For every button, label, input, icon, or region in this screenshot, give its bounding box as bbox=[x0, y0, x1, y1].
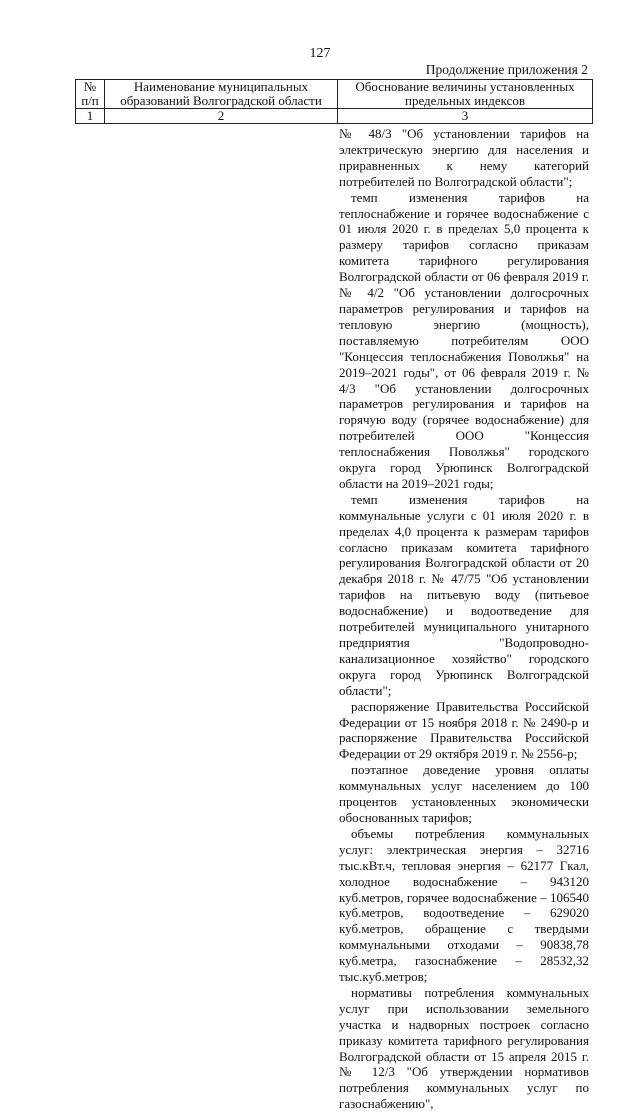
header-line: предельных индексов bbox=[405, 93, 525, 108]
table-header-row bbox=[76, 80, 593, 109]
header-line: п/п bbox=[81, 93, 99, 108]
column-header-justification bbox=[338, 80, 593, 109]
paragraph: поэтапное доведение уровня оплаты коммунальных услуг населением до 100 процентов установленных экономически обоснованных тарифов; bbox=[339, 762, 589, 825]
column-number: 3 bbox=[338, 109, 593, 124]
page-number: 127 bbox=[309, 46, 331, 61]
table-header bbox=[75, 79, 593, 124]
column-header-municipality bbox=[105, 80, 338, 109]
header-line: образований Волгоградской области bbox=[120, 93, 322, 108]
paragraph: темп изменения тарифов на теплоснабжение и горячее водоснабжение с 01 июля 2020 г. в пределах 5,0 процента к размеру тарифов согласно приказам комитета тарифного регулирования Волгоградской области от 06 февраля 2019 г. № 4/2 "Об установлении долгосрочных параметров регулирования и тарифов на тепловую энергию (мощность), поставляемую потребителям ООО "Концессия теплоснабжения Поволжья" на 2019–2021 годы", от 06 февраля 2019 г. № 4/3 "Об установлении долгосрочных параметров регулирования и тарифов на горячую воду (горячее водоснабжение) для потребителей ООО "Концессия теплоснабжения Поволжья" городского округа город Урюпинск Волгоградской области на 2019–2021 годы; bbox=[339, 189, 589, 491]
paragraph: объемы потребления коммунальных услуг: электрическая энергия – 32716 тыс.кВт.ч, тепловая энергия – 62177 Гкал, холодное водоснабжение – 943120 куб.метров, горячее водоснабжение – 106540 куб.метров, водоотведение – 629020 куб.метров, обращение с твердыми коммунальными отходами – 90838,78 куб.метра, газоснабжение – 28532,32 тыс.куб.метров; bbox=[339, 825, 589, 985]
continuation-label: Продолжение приложения 2 bbox=[425, 62, 588, 77]
column-number-row bbox=[76, 109, 593, 124]
paragraph: нормативы потребления коммунальных услуг при использовании земельного участка и надворных построек согласно приказу комитета тарифного регулирования Волгоградской области от 15 апреля 2015 г. № 12/3 "Об утверждении нормативов потребления коммунальных услуг по газоснабжению", bbox=[339, 984, 589, 1112]
column-number: 1 bbox=[76, 109, 105, 124]
header-line: № bbox=[83, 79, 97, 94]
paragraph: № 48/3 "Об установлении тарифов на электрическую энергию для населения и приравненных к нему категорий потребителей по Волгоградской области"; bbox=[339, 126, 589, 189]
column-header-number bbox=[76, 80, 105, 109]
column-number: 2 bbox=[105, 109, 338, 124]
paragraph: распоряжение Правительства Российской Федерации от 15 ноября 2018 г. № 2490-р и распоряжение Правительства Российской Федерации от 29 октября 2019 г. № 2556-р; bbox=[339, 698, 589, 762]
justification-text bbox=[339, 126, 589, 1112]
header-line: Наименование муниципальных bbox=[133, 79, 309, 94]
header-line: Обоснование величины установленных bbox=[355, 79, 575, 94]
paragraph: темп изменения тарифов на коммунальные услуги с 01 июля 2020 г. в пределах 4,0 процента к размерам тарифов согласно приказам комитета тарифного регулирования Волгоградской области от 20 декабря 2018 г. № 47/75 "Об установлении тарифов на питьевую воду (питьевое водоснабжение) и водоотведение для потребителей муниципального унитарного предприятия "Водопроводно-канализационное хозяйство" городского округа город Урюпинск Волгоградской области"; bbox=[339, 491, 589, 698]
